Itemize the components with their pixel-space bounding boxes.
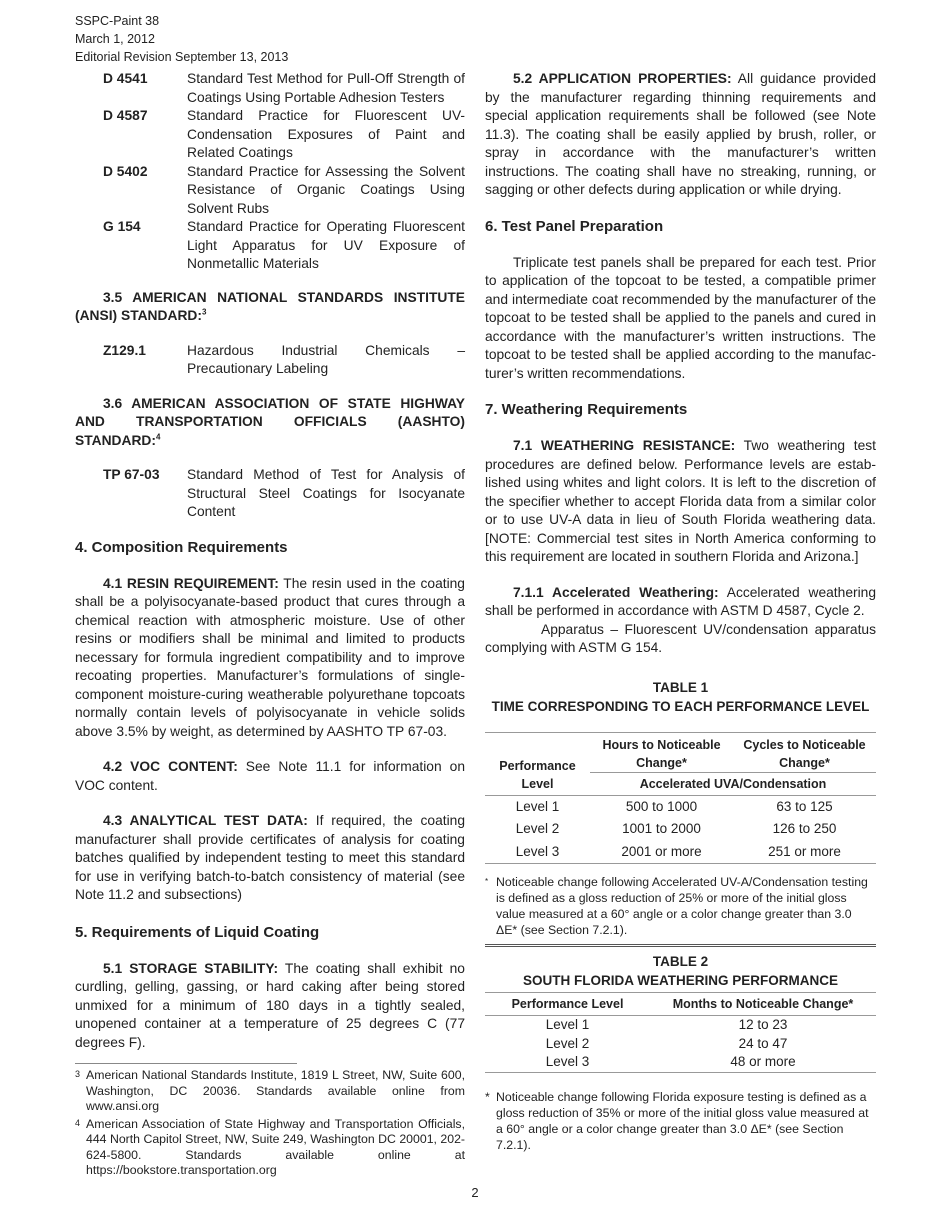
cell-months: 48 or more [730, 1054, 796, 1069]
table-row [485, 795, 876, 818]
paragraph-4-2 [75, 758, 465, 795]
footnote-mark: 3 [75, 1069, 81, 1079]
cell-months: 12 to 23 [738, 1017, 788, 1032]
paragraph-5-1 [75, 960, 465, 1053]
heading-text: 3.6 AMERICAN ASSOCIATION OF STATE HIGHWAY AND TRANSPORTATION OFFICIALS (AASHTO) STANDARD: [75, 395, 465, 448]
footnote-ref: 3 [201, 307, 207, 317]
paragraph-5-2 [485, 70, 876, 200]
cell-months: 24 to 47 [738, 1035, 788, 1051]
paragraph-7-1 [485, 437, 876, 567]
table-2-block [485, 944, 876, 1153]
header-months: Months to Noticeable Change* [650, 993, 876, 1016]
ref-code: TP 67-03 [103, 467, 160, 482]
note-text: Noticeable change following Florida exposure testing is defined as a gloss reduction of 35% or more of the initial gloss value measured at a 60° angle or a color change greater than 3.0 ΔE* (see Section 7.2.1). [496, 1089, 869, 1152]
doc-date: March 1, 2012 [75, 32, 155, 46]
para-text: The coating shall exhibit no curdling, gelling, gassing, or hard caking after being stored unmixed for a minimum of 180 days in a tightly sealed, unopened container at a temperature of 25 degrees C (77 degrees F). [75, 960, 465, 1050]
para-text: If required, the coating manufacturer shall provide certificates of analysis for coating batches qualified by independent testing to meet this standard for use in verifying batch-to-batch consistency of material (see Note 11.2 and subsections) [75, 813, 466, 902]
ref-desc: Standard Practice for Assessing the Solvent Resistance of Organic Coatings Using Solvent Rubs [187, 163, 465, 216]
left-column [75, 70, 465, 1052]
cell-level: Level 3 [515, 843, 560, 859]
ref-code: D 4587 [103, 108, 148, 123]
para-label: 4.3 ANALYTICAL TEST DATA: [103, 813, 308, 828]
table-1-note [485, 874, 876, 938]
footnote-ref: 4 [155, 431, 161, 441]
para-label: 7.1 WEATHERING RESISTANCE: [513, 438, 736, 453]
table-2-caption: TABLE 2 [652, 954, 709, 969]
table-1-block [485, 678, 876, 939]
paragraph-6: Triplicate test panels shall be prepared for each test. Prior to application of the topcoat to be tested, a compatible primer and intermediate coat recommended by the manufacturer of the topcoat to be tested shall be applied to the panels and cured in accordance with the manufacturer’s written instructions. The topcoat to be tested shall be applied according to the manufacturer’s written recommendations. [485, 254, 876, 381]
table-row [485, 818, 876, 841]
table-1 [485, 732, 876, 865]
para-text: The resin used in the coating shall be a polyisocyanate-based product that cures through a chemical reaction with atmospheric moisture. Use of other resins or modifiers shall be minimal and limited to products necessary for formula ingredient compatibility and to improve recoating properties. Manufacturer’s formulations of single-component moisture-curing weatherable polyurethane topcoats normally contain levels of polyisocyanate in vehicle solids above 3.5% by weight, as determined by AASHTO TP 67-03. [75, 575, 465, 739]
ref-code: D 4541 [103, 71, 148, 86]
ref-desc: Standard Method of Test for Analysis of Structural Steel Coatings for Isocyanate Content [187, 467, 465, 519]
cell-hours: 2001 or more [621, 843, 702, 859]
paragraph-4-3 [75, 812, 465, 905]
table-2 [485, 992, 876, 1073]
header-cycles: Cycles to Noticeable Change* [743, 737, 866, 770]
cell-cycles: 126 to 250 [772, 821, 837, 836]
footnote [75, 1117, 465, 1179]
cell-cycles: 251 or more [768, 843, 841, 859]
cell-level: Level 2 [545, 1035, 590, 1051]
ref-entry [75, 342, 465, 379]
ref-desc: Hazardous Industrial Chemicals – Precautionary Labeling [187, 342, 465, 376]
running-header [75, 12, 288, 66]
paragraph-apparatus: Apparatus – Fluorescent UV/condensation apparatus complying with ASTM G 154. [485, 621, 876, 655]
ref-desc: Standard Practice for Fluorescent UV-Condensation Exposures of Paint and Related Coatings [187, 108, 465, 160]
cell-hours: 500 to 1000 [625, 798, 698, 814]
table-header-row [485, 993, 876, 1016]
ref-code: D 5402 [103, 163, 148, 179]
para-label: 5.2 APPLICATION PROPERTIES: [513, 71, 732, 86]
para-label: 4.1 RESIN REQUIREMENT: [103, 575, 279, 591]
table-2-note [485, 1089, 876, 1153]
ref-entry [75, 70, 465, 107]
para-label: 4.2 VOC CONTENT: [103, 759, 238, 774]
subheader-accelerated: Accelerated UVA/Condensation [590, 772, 876, 795]
ref-entry [75, 466, 465, 522]
table-row [485, 1053, 876, 1072]
table-row [485, 1016, 876, 1035]
table-1-caption: TABLE 1 [652, 679, 709, 695]
para-text: See Note 11.1 for information on VOC content. [75, 759, 465, 793]
section-4-title: 4. Composition Requirements [75, 538, 288, 556]
paragraph-4-1 [75, 575, 465, 742]
table-header-row [485, 732, 876, 772]
footnote-mark: 4 [75, 1117, 81, 1128]
right-column [485, 70, 876, 1153]
para-text: All guidance provided by the manufacturer regarding thinning requirements and special application requirements shall be followed (see Note 11.3). The coating shall be easily applied by brush, roller, or spray in accordance with the manufacturer’s written instructions. The coating shall have no streaking, running, or sagging or other defects during application or while drying. [485, 71, 876, 197]
header-performance-level: Performance Level [485, 993, 650, 1016]
page-number: 2 [471, 1185, 479, 1200]
ref-desc: Standard Test Method for Pull-Off Strength of Coatings Using Portable Adhesion Testers [187, 71, 465, 105]
note-text: Noticeable change following Accelerated UV-A/Condensation testing is defined as a gloss reduction of 25% or more of the initial gloss value measured at a 60° angle or a color change greater than 3.0 ΔE* (see Section 7.2.1). [496, 875, 868, 937]
header-hours: Hours to Noticeable Change* [602, 737, 721, 770]
ref-entry [75, 218, 465, 274]
cell-hours: 1001 to 2000 [622, 821, 701, 836]
cell-level: Level 1 [515, 798, 560, 814]
ref-entry [75, 163, 465, 219]
table-1-title: TIME CORRESPONDING TO EACH PERFORMANCE LEVEL [491, 698, 870, 714]
cell-cycles: 63 to 125 [776, 798, 833, 814]
para-text: Accelerated weathering shall be performed in accordance with ASTM D 4587, Cycle 2. [485, 584, 876, 618]
cell-level: Level 3 [545, 1054, 590, 1069]
footnotes [75, 1068, 465, 1179]
cell-level: Level 1 [545, 1017, 590, 1032]
table-2-title: SOUTH FLORIDA WEATHERING PERFORMANCE [523, 973, 838, 988]
heading-text: 3.5 AMERICAN NATIONAL STANDARDS INSTITUTE (ANSI) STANDARD: [75, 289, 465, 323]
para-label: 5.1 STORAGE STABILITY: [103, 960, 279, 976]
section-6-title: 6. Test Panel Preparation [485, 217, 664, 235]
ref-entry [75, 107, 465, 163]
footnote [75, 1068, 465, 1115]
cell-level: Level 2 [515, 821, 560, 836]
ref-code: G 154 [103, 219, 141, 234]
table-row [485, 841, 876, 864]
footnote-text: American National Standards Institute, 1819 L Street, NW, Suite 600, Washington, DC 20036. Standards available online from www.ansi.org [86, 1068, 465, 1113]
section-3-5-heading [75, 289, 465, 326]
ref-code: Z129.1 [103, 342, 146, 358]
table-row [485, 1035, 876, 1054]
section-7-title: 7. Weathering Requirements [485, 401, 688, 418]
para-text: Two weathering test procedures are defined below. Performance levels are established using whites and light colors. It is left to the discretion of the specifier whether to accept Florida data from a similar color or to use UV-A data in lieu of South Florida weathering data. [NOTE: Commercial test sites in North America conforming to this requirement are located in southern Florida and Arizona.] [485, 438, 877, 564]
paragraph-7-1-1 [485, 584, 876, 621]
ref-desc: Standard Practice for Operating Fluorescent Light Apparatus for UV Exposure of Nonmetallic Materials [187, 219, 465, 271]
section-3-6-heading [75, 395, 465, 451]
note-mark: * [485, 1089, 490, 1104]
footnote-divider [75, 1063, 297, 1064]
note-mark: * [485, 877, 489, 886]
footnote-text: American Association of State Highway and Transportation Officials, 444 North Capitol Street, NW, Suite 249, Washington DC 20001, 202-624-5800. Standards available online at https://bookstore.transportation.org [86, 1116, 465, 1177]
section-5-title: 5. Requirements of Liquid Coating [75, 923, 320, 941]
header-performance-level: Performance Level [485, 732, 590, 795]
doc-id: SSPC-Paint 38 [75, 14, 160, 28]
doc-revision: Editorial Revision September 13, 2013 [75, 50, 289, 64]
para-label: 7.1.1 Accelerated Weathering: [513, 584, 719, 600]
